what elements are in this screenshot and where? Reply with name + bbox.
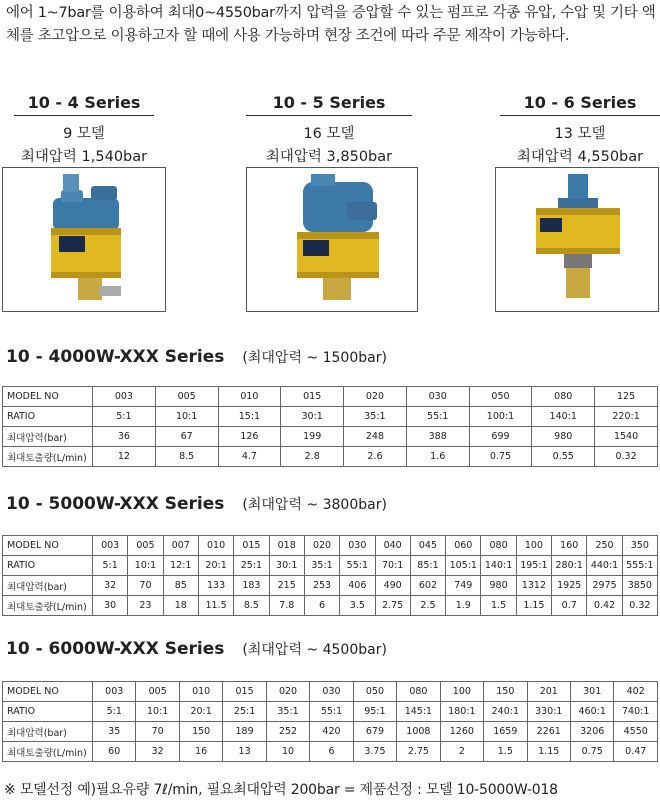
table-cell: 040 [375, 536, 410, 556]
table-row [3, 556, 658, 576]
table-4000-heading [6, 347, 387, 367]
table-cell: 050 [469, 387, 532, 407]
model-count: 16 모델 [303, 126, 355, 142]
table-cell: 1.5 [481, 596, 516, 616]
table-cell: 5:1 [93, 556, 128, 576]
table-note: (최대압력 ~ 1500bar) [242, 350, 387, 366]
series-4-overview [14, 93, 154, 166]
table-cell: 25:1 [234, 556, 269, 576]
table-cell: 150 [179, 722, 222, 742]
table-cell: 020 [344, 387, 407, 407]
row-label: 최대압력(bar) [3, 576, 93, 596]
table-cell: 16 [179, 742, 222, 762]
table-cell: 3.5 [340, 596, 375, 616]
table-cell: 1260 [440, 722, 483, 742]
table-cell: 003 [93, 387, 156, 407]
table-cell: 189 [223, 722, 266, 742]
table-cell: 70 [128, 576, 163, 596]
table-cell: 100:1 [469, 407, 532, 427]
table-cell: 350 [622, 536, 657, 556]
row-label: 최대토출량(L/min) [3, 447, 93, 467]
table-row [3, 722, 658, 742]
table-cell: 005 [136, 682, 179, 702]
table-cell: 406 [340, 576, 375, 596]
table-5000-heading [6, 494, 387, 514]
table-cell: 0.7 [552, 596, 587, 616]
table-cell: 8.5 [234, 596, 269, 616]
model-count: 9 모델 [63, 126, 105, 142]
table-cell: 195:1 [516, 556, 551, 576]
row-label: 최대토출량(L/min) [3, 596, 93, 616]
table-cell: 11.5 [198, 596, 233, 616]
table-cell: 35:1 [266, 702, 309, 722]
table-cell: 6 [304, 596, 339, 616]
table-cell: 0.47 [614, 742, 658, 762]
table-title: 10 - 4000W-XXX Series [6, 347, 225, 367]
series-title: 10 - 4 Series [14, 93, 154, 116]
table-cell: 4.7 [218, 447, 281, 467]
table-cell: 080 [532, 387, 595, 407]
table-cell: 23 [128, 596, 163, 616]
series-6-overview [500, 93, 660, 166]
table-cell: 1540 [595, 427, 658, 447]
table-cell: 18 [163, 596, 198, 616]
table-cell: 015 [281, 387, 344, 407]
table-row [3, 387, 658, 407]
table-cell: 30:1 [281, 407, 344, 427]
table-cell: 15:1 [218, 407, 281, 427]
table-cell: 145:1 [397, 702, 440, 722]
table-cell: 1.5 [484, 742, 527, 762]
table-row [3, 427, 658, 447]
table-title: 10 - 5000W-XXX Series [6, 494, 225, 514]
table-note: (최대압력 ~ 4500bar) [242, 642, 387, 658]
table-cell: 0.32 [622, 596, 657, 616]
table-cell: 007 [163, 536, 198, 556]
table-cell: 050 [353, 682, 396, 702]
table-cell: 25:1 [223, 702, 266, 722]
row-label: 최대압력(bar) [3, 722, 93, 742]
table-cell: 679 [353, 722, 396, 742]
table-cell: 10:1 [155, 407, 218, 427]
table-cell: 602 [410, 576, 445, 596]
table-cell: 133 [198, 576, 233, 596]
table-row [3, 596, 658, 616]
table-cell: 140:1 [532, 407, 595, 427]
table-cell: 12 [93, 447, 156, 467]
table-cell: 160 [552, 536, 587, 556]
table-cell: 020 [266, 682, 309, 702]
table-cell: 010 [179, 682, 222, 702]
table-row [3, 742, 658, 762]
row-label: RATIO [3, 556, 93, 576]
table-cell: 388 [406, 427, 469, 447]
table-cell: 215 [269, 576, 304, 596]
table-cell: 36 [93, 427, 156, 447]
pump-photo-series-5 [246, 167, 418, 312]
table-cell: 045 [410, 536, 445, 556]
table-cell: 020 [304, 536, 339, 556]
table-cell: 85:1 [410, 556, 445, 576]
table-cell: 55:1 [406, 407, 469, 427]
table-cell: 20:1 [179, 702, 222, 722]
table-cell: 490 [375, 576, 410, 596]
table-cell: 420 [310, 722, 353, 742]
max-pressure: 최대압력 3,850bar [265, 149, 393, 165]
table-row [3, 702, 658, 722]
table-cell: 150 [484, 682, 527, 702]
table-cell: 100 [440, 682, 483, 702]
table-cell: 030 [310, 682, 353, 702]
table-cell: 55:1 [310, 702, 353, 722]
table-cell: 2261 [527, 722, 570, 742]
table-cell: 1312 [516, 576, 551, 596]
table-cell: 250 [587, 536, 622, 556]
series-title: 10 - 5 Series [246, 93, 412, 116]
pump-photo-series-4 [2, 167, 166, 312]
table-cell: 70 [136, 722, 179, 742]
table-cell: 105:1 [446, 556, 481, 576]
table-cell: 015 [234, 536, 269, 556]
table-cell: 100 [516, 536, 551, 556]
row-label: 최대토출량(L/min) [3, 742, 93, 762]
table-row [3, 576, 658, 596]
table-cell: 003 [93, 682, 136, 702]
table-cell: 10:1 [128, 556, 163, 576]
table-cell: 55:1 [340, 556, 375, 576]
table-cell: 1.15 [516, 596, 551, 616]
table-cell: 2.75 [375, 596, 410, 616]
table-cell: 740:1 [614, 702, 658, 722]
table-cell: 183 [234, 576, 269, 596]
table-row [3, 447, 658, 467]
table-cell: 280:1 [552, 556, 587, 576]
table-cell: 015 [223, 682, 266, 702]
intro-text: 에어 1~7bar를 이용하여 최대0~4550bar까지 압력을 증압할 수 있는 펌프로 각종 유압, 수압 및 기타 액체를 초고압으로 이용하고자 할 때에 사용 가능하며 현장 조건에 따라 주문 제작이 가능하다. [6, 5, 656, 44]
table-cell: 252 [266, 722, 309, 742]
row-label: RATIO [3, 702, 93, 722]
max-pressure: 최대압력 4,550bar [516, 149, 644, 165]
table-cell: 0.42 [587, 596, 622, 616]
table-cell: 240:1 [484, 702, 527, 722]
table-cell: 003 [93, 536, 128, 556]
table-cell: 140:1 [481, 556, 516, 576]
table-cell: 10 [266, 742, 309, 762]
pump-photo-series-6 [495, 167, 659, 312]
table-cell: 1659 [484, 722, 527, 742]
table-cell: 30:1 [269, 556, 304, 576]
table-cell: 2.75 [397, 742, 440, 762]
table-cell: 35:1 [304, 556, 339, 576]
table-cell: 2 [440, 742, 483, 762]
table-row [3, 536, 658, 556]
table-cell: 0.32 [595, 447, 658, 467]
table-cell: 248 [344, 427, 407, 447]
table-cell: 330:1 [527, 702, 570, 722]
table-cell: 005 [128, 536, 163, 556]
table-cell: 301 [570, 682, 613, 702]
pump-illustration [496, 168, 658, 311]
table-cell: 0.75 [570, 742, 613, 762]
table-cell: 30 [93, 596, 128, 616]
table-cell: 749 [446, 576, 481, 596]
table-cell: 32 [93, 576, 128, 596]
row-label: MODEL NO [3, 387, 93, 407]
table-row [3, 407, 658, 427]
table-cell: 6 [310, 742, 353, 762]
table-cell: 2975 [587, 576, 622, 596]
table-cell: 5:1 [93, 702, 136, 722]
table-cell: 080 [397, 682, 440, 702]
table-cell: 10:1 [136, 702, 179, 722]
table-cell: 3.75 [353, 742, 396, 762]
table-cell: 980 [481, 576, 516, 596]
series-title: 10 - 6 Series [500, 93, 660, 116]
table-cell: 253 [304, 576, 339, 596]
table-cell: 85 [163, 576, 198, 596]
table-cell: 67 [155, 427, 218, 447]
row-label: RATIO [3, 407, 93, 427]
table-note: (최대압력 ~ 3800bar) [242, 497, 387, 513]
spec-table-6000 [2, 681, 658, 762]
table-cell: 010 [218, 387, 281, 407]
table-cell: 60 [93, 742, 136, 762]
table-cell: 95:1 [353, 702, 396, 722]
table-cell: 3206 [570, 722, 613, 742]
table-cell: 1008 [397, 722, 440, 742]
row-label: 최대압력(bar) [3, 427, 93, 447]
table-cell: 030 [406, 387, 469, 407]
table-cell: 13 [223, 742, 266, 762]
table-cell: 460:1 [570, 702, 613, 722]
table-cell: 70:1 [375, 556, 410, 576]
table-cell: 030 [340, 536, 375, 556]
table-cell: 126 [218, 427, 281, 447]
table-cell: 0.55 [532, 447, 595, 467]
table-cell: 35:1 [344, 407, 407, 427]
table-cell: 2.8 [281, 447, 344, 467]
table-cell: 080 [481, 536, 516, 556]
table-cell: 1.15 [527, 742, 570, 762]
pump-illustration [3, 168, 165, 311]
table-cell: 060 [446, 536, 481, 556]
table-cell: 7.8 [269, 596, 304, 616]
table-title: 10 - 6000W-XXX Series [6, 639, 225, 659]
pump-illustration [247, 168, 417, 311]
table-6000-heading [6, 639, 387, 659]
spec-table-5000 [2, 535, 658, 616]
table-cell: 3850 [622, 576, 657, 596]
table-cell: 980 [532, 427, 595, 447]
table-cell: 555:1 [622, 556, 657, 576]
table-cell: 2.6 [344, 447, 407, 467]
table-cell: 4550 [614, 722, 658, 742]
model-selection-footnote: ※ 모델선정 예)필요유량 7ℓ/min, 필요최대압력 200bar = 제품선정 : 모델 10-5000W-018 [4, 782, 558, 798]
table-cell: 440:1 [587, 556, 622, 576]
table-cell: 220:1 [595, 407, 658, 427]
spec-table-4000 [2, 386, 658, 467]
table-row [3, 682, 658, 702]
series-5-overview [246, 93, 412, 166]
row-label: MODEL NO [3, 682, 93, 702]
table-cell: 018 [269, 536, 304, 556]
table-cell: 402 [614, 682, 658, 702]
table-cell: 699 [469, 427, 532, 447]
table-cell: 1.6 [406, 447, 469, 467]
table-cell: 32 [136, 742, 179, 762]
table-cell: 12:1 [163, 556, 198, 576]
table-cell: 2.5 [410, 596, 445, 616]
table-cell: 201 [527, 682, 570, 702]
table-cell: 180:1 [440, 702, 483, 722]
table-cell: 0.75 [469, 447, 532, 467]
table-cell: 20:1 [198, 556, 233, 576]
table-cell: 1.9 [446, 596, 481, 616]
table-cell: 35 [93, 722, 136, 742]
table-cell: 5:1 [93, 407, 156, 427]
table-cell: 199 [281, 427, 344, 447]
table-cell: 005 [155, 387, 218, 407]
table-cell: 8.5 [155, 447, 218, 467]
table-cell: 1925 [552, 576, 587, 596]
max-pressure: 최대압력 1,540bar [20, 149, 148, 165]
row-label: MODEL NO [3, 536, 93, 556]
model-count: 13 모델 [554, 126, 606, 142]
table-cell: 010 [198, 536, 233, 556]
table-cell: 125 [595, 387, 658, 407]
